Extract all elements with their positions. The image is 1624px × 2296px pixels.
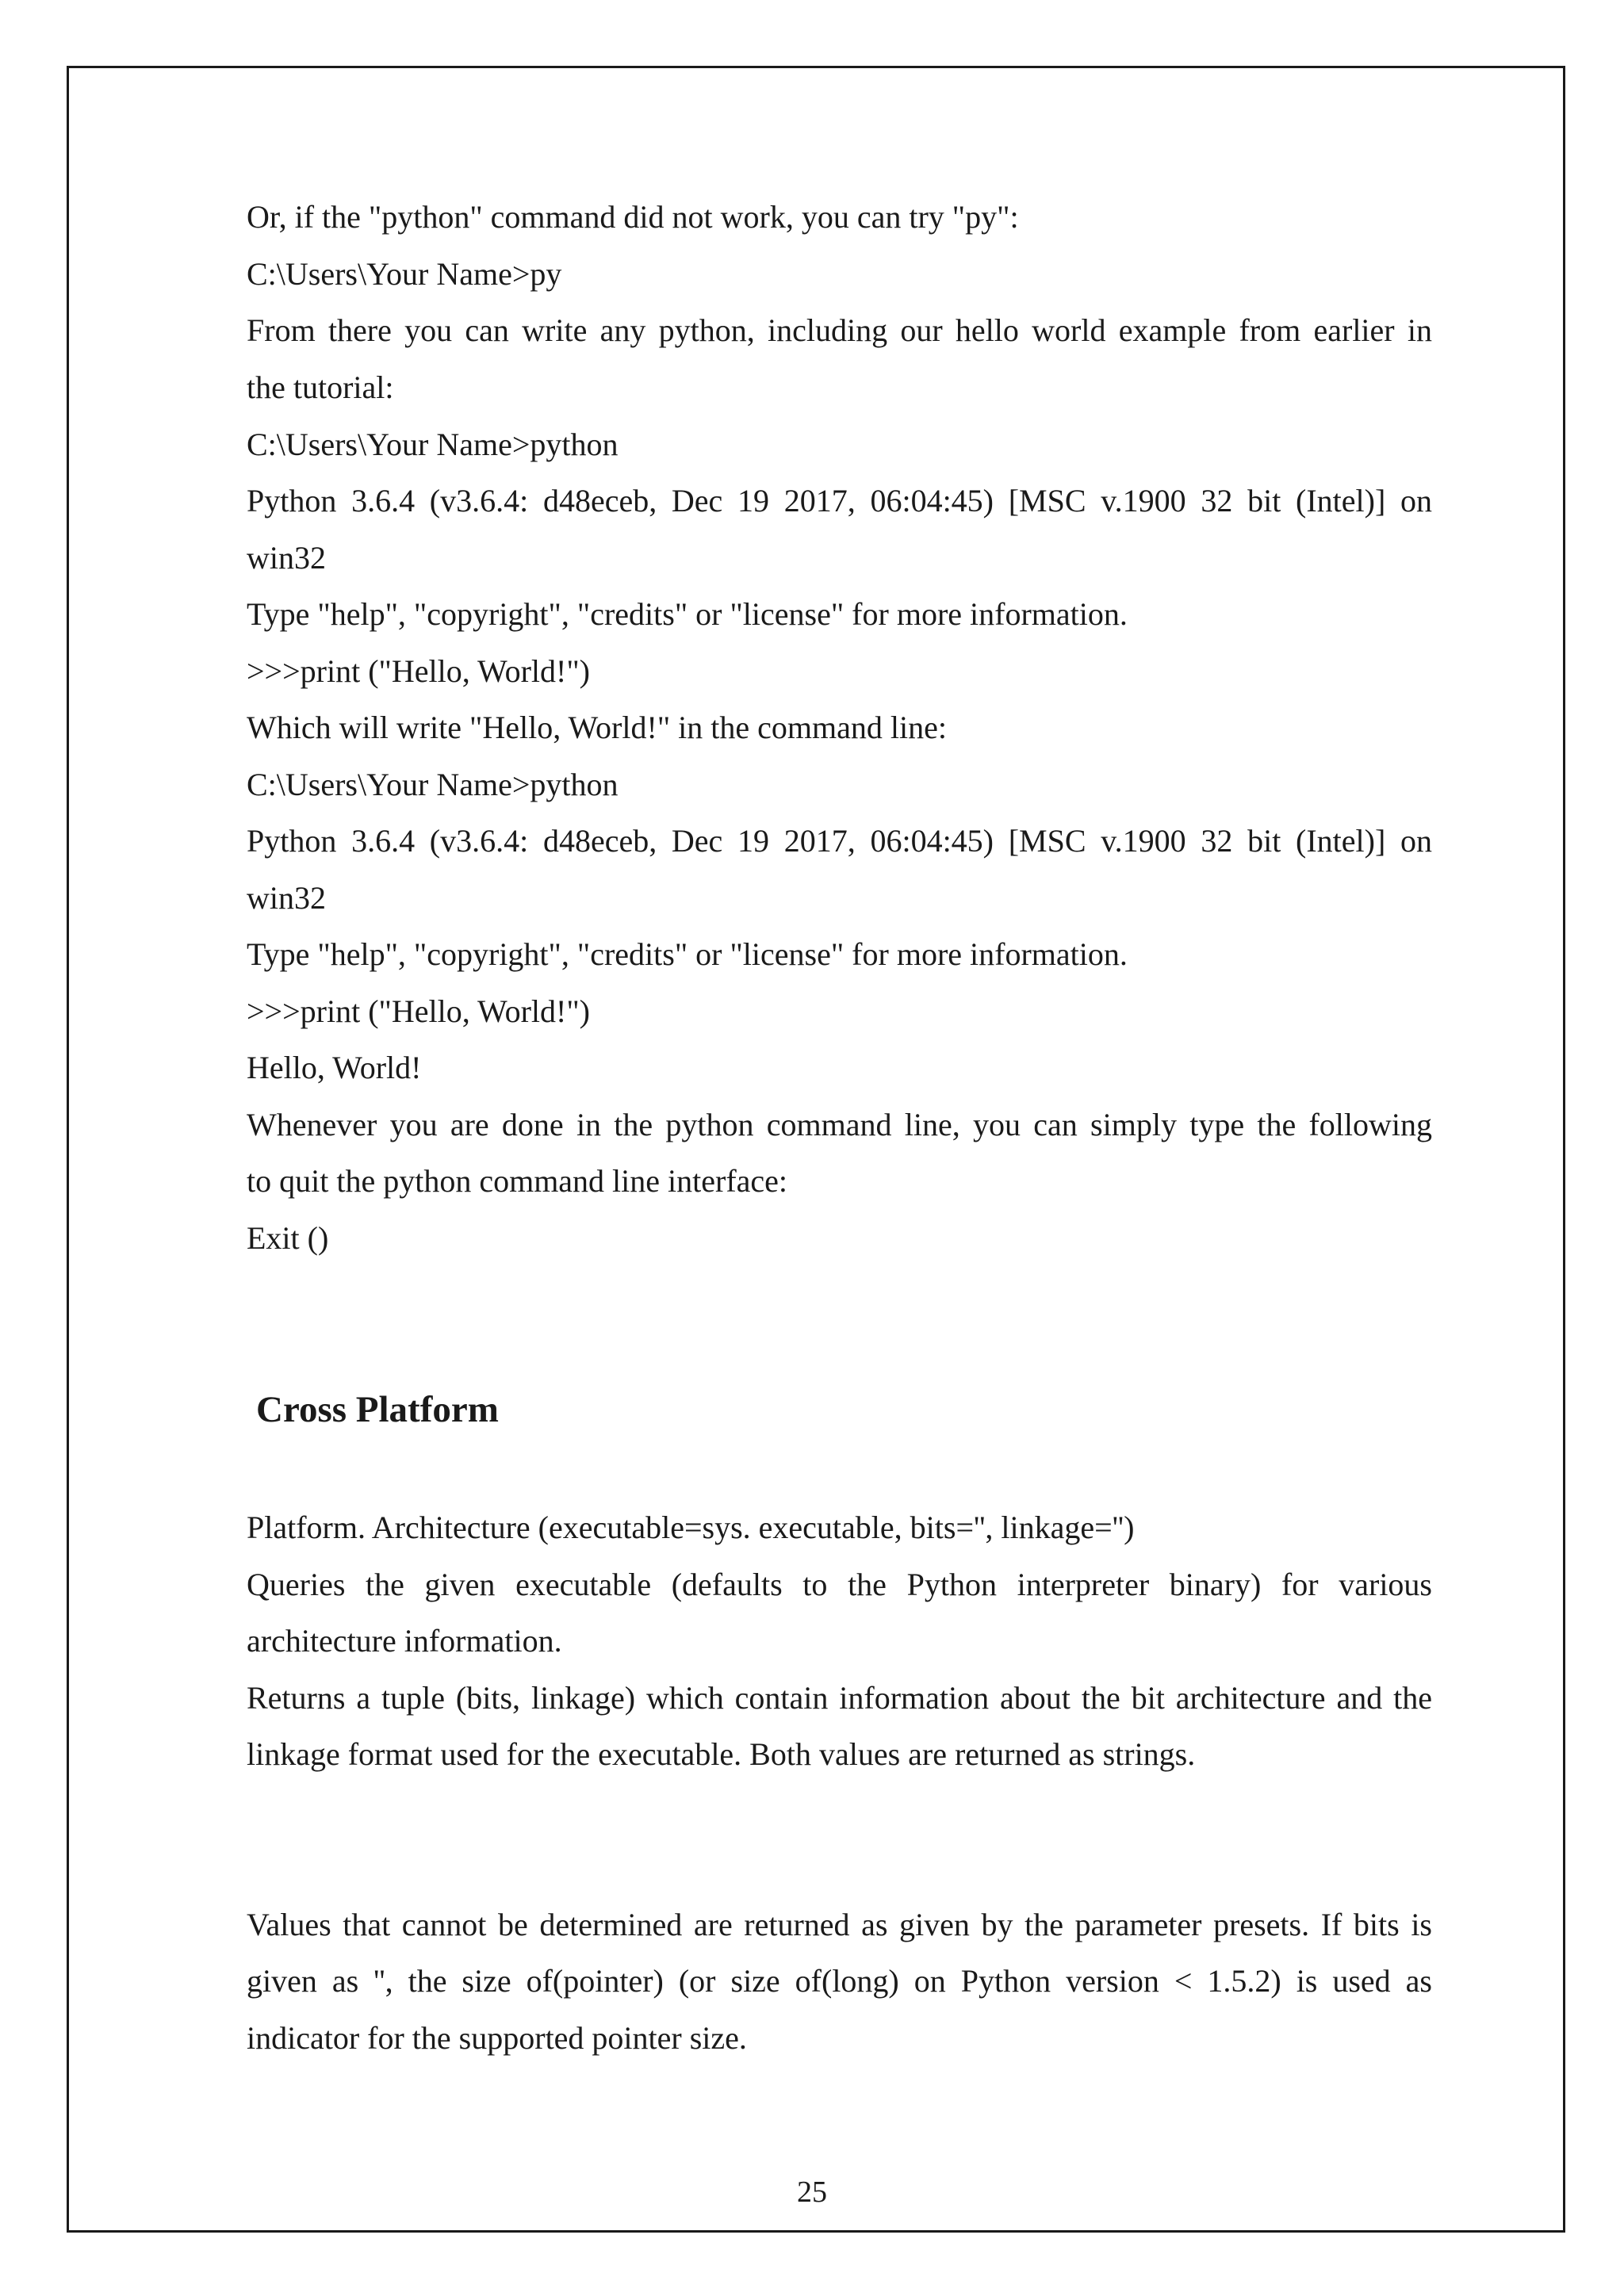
body-line: Queries the given executable (defaults to the Python interpreter binary) for various (247, 1567, 1432, 1602)
section-heading: Cross Platform (256, 1389, 499, 1430)
console-output-line: Python 3.6.4 (v3.6.4: d48eceb, Dec 19 2017, 06:04:45) [MSC v.1900 32 bit (Intel)] on (247, 483, 1432, 519)
console-input-line: >>>print ("Hello, World!") (247, 653, 590, 689)
command-line: C:\Users\Your Name>python (247, 427, 619, 462)
console-output-line: Hello, World! (247, 1050, 422, 1085)
console-output-line: Type "help", "copyright", "credits" or "license" for more information. (247, 596, 1128, 632)
body-line: Or, if the "python" command did not work, you can try "py": (247, 199, 1019, 235)
body-line: linkage format used for the executable. Both values are returned as strings. (247, 1736, 1196, 1772)
body-line: Platform. Architecture (executable=sys. executable, bits='', linkage='') (247, 1510, 1135, 1545)
body-line: Returns a tuple (bits, linkage) which contain information about the bit architecture and the (247, 1680, 1432, 1716)
console-output-line: Python 3.6.4 (v3.6.4: d48eceb, Dec 19 2017, 06:04:45) [MSC v.1900 32 bit (Intel)] on (247, 823, 1432, 859)
console-output-line: Type "help", "copyright", "credits" or "license" for more information. (247, 936, 1128, 972)
body-line: From there you can write any python, including our hello world example from earlier in (247, 312, 1432, 348)
command-line: C:\Users\Your Name>python (247, 767, 619, 802)
page-number: 25 (797, 2175, 827, 2209)
console-output-line: win32 (247, 540, 326, 576)
body-line: Whenever you are done in the python command line, you can simply type the following (247, 1107, 1432, 1142)
command-line: Exit () (247, 1220, 329, 1256)
body-line: given as '', the size of(pointer) (or size of(long) on Python version < 1.5.2) is used as (247, 1963, 1432, 1999)
console-output-line: win32 (247, 880, 326, 916)
body-line: Which will write "Hello, World!" in the command line: (247, 710, 947, 745)
body-line: architecture information. (247, 1623, 562, 1659)
body-line: to quit the python command line interface: (247, 1163, 788, 1199)
console-input-line: >>>print ("Hello, World!") (247, 993, 590, 1029)
body-line: the tutorial: (247, 369, 394, 405)
body-line: Values that cannot be determined are returned as given by the parameter presets. If bits is (247, 1907, 1432, 1942)
body-line: indicator for the supported pointer size. (247, 2020, 747, 2056)
command-line: C:\Users\Your Name>py (247, 256, 562, 292)
